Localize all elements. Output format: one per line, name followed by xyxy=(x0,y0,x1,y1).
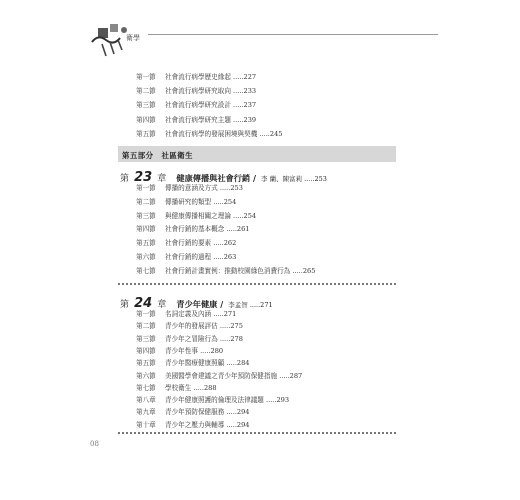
section-number: 第六節 xyxy=(136,371,156,380)
toc-entry[interactable] xyxy=(136,310,236,319)
toc-entry[interactable] xyxy=(136,396,289,405)
section-number: 第一節 xyxy=(136,310,156,318)
toc-entry[interactable] xyxy=(136,225,250,234)
section-number: 第四節 xyxy=(136,115,156,124)
toc-entry[interactable] xyxy=(136,130,282,139)
section-number: 第一節 xyxy=(136,184,156,192)
toc-entry[interactable] xyxy=(136,198,236,207)
toc-entry[interactable] xyxy=(136,87,256,96)
section-title: 社會流行病學的發展困境與契機 .....245 xyxy=(165,129,283,138)
toc-entry[interactable] xyxy=(136,359,250,368)
section-title: 青少年之冒險行為 .....278 xyxy=(165,334,243,343)
section-title: 社會流行病學研究主題 .....239 xyxy=(165,115,257,124)
section-title: 社會行銷計畫實例：推動校園綠色消費行為 .....265 xyxy=(165,266,316,275)
dotted-divider xyxy=(118,432,396,434)
section-title: 青少年健康照護的倫理及法律議題 .....293 xyxy=(165,396,290,405)
section-title: 青少年預防保健服務 .....294 xyxy=(165,408,250,417)
section-title: 社會行銷的要素 .....262 xyxy=(165,239,237,248)
chapter-suffix: 章 xyxy=(157,300,167,310)
section-number: 第六節 xyxy=(136,253,156,261)
section-title: 青少年性事 .....280 xyxy=(165,346,224,355)
section-number: 第二節 xyxy=(136,87,156,96)
toc-entry[interactable] xyxy=(136,253,236,262)
section-title: 學校衛生 .....288 xyxy=(165,383,217,392)
section-number: 第七節 xyxy=(136,383,156,392)
section-title: 青少年之壓力與輔導 .....294 xyxy=(165,420,250,429)
toc-entry[interactable] xyxy=(136,184,243,193)
section-number: 第一節 xyxy=(136,73,156,81)
section-number: 第五節 xyxy=(136,239,156,248)
toc-entry[interactable] xyxy=(136,322,243,331)
section-number: 第三節 xyxy=(136,334,156,343)
toc-entry[interactable] xyxy=(136,239,236,248)
section-title: 美國醫學會建議之青少年預防保健指施 .....287 xyxy=(165,371,303,380)
section-number: 第二節 xyxy=(136,322,156,331)
chapter-prefix: 第 xyxy=(120,174,130,184)
section-number: 第十章 xyxy=(136,420,156,429)
dotted-divider xyxy=(118,283,396,285)
toc-entry[interactable] xyxy=(136,347,223,356)
chapter-23-heading[interactable] xyxy=(120,166,327,185)
section-number: 第八章 xyxy=(136,396,156,405)
chapter-number: 23 xyxy=(134,170,153,185)
section-title: 社會流行病學研究設計 .....237 xyxy=(165,101,257,110)
brush-calligraphy-logo-icon xyxy=(84,20,140,60)
section-number: 第七節 xyxy=(136,266,156,275)
page-number: 08 xyxy=(90,440,99,448)
chapter-author: 李 蘭、陳富莉 .....253 xyxy=(261,175,327,183)
toc-entry[interactable] xyxy=(136,267,315,276)
toc-entry[interactable] xyxy=(136,408,250,417)
section-title: 與健康傳播相關之理論 .....254 xyxy=(165,211,257,220)
toc-entry[interactable] xyxy=(136,335,243,344)
toc-entry[interactable] xyxy=(136,116,256,125)
section-number: 第五節 xyxy=(136,359,156,368)
section-number: 第三節 xyxy=(136,101,156,110)
chapter-24-heading[interactable] xyxy=(120,292,273,311)
section-title: 社會行銷的過程 .....263 xyxy=(165,253,237,261)
toc-entry[interactable] xyxy=(136,73,256,82)
section-title: 社會流行病學歷史緣起 .....227 xyxy=(165,73,257,81)
section-number: 第三節 xyxy=(136,211,156,220)
section-title: 傳播的意涵及方式 .....253 xyxy=(165,184,243,192)
section-title: 名詞定義及內涵 .....271 xyxy=(165,310,237,318)
section-title: 傳播研究的類型 .....254 xyxy=(165,197,237,206)
section-number: 第九章 xyxy=(136,408,156,417)
part-heading-label: 第五部分 社區衛生 xyxy=(122,151,194,160)
toc-entry[interactable] xyxy=(136,372,302,381)
chapter-prefix: 第 xyxy=(120,300,130,310)
toc-entry[interactable] xyxy=(136,101,256,110)
section-number: 第五節 xyxy=(136,129,156,138)
chapter-suffix: 章 xyxy=(157,174,167,184)
part-heading-bar xyxy=(118,146,396,162)
section-title: 社會行銷的基本概念 .....261 xyxy=(165,225,250,234)
logo-text: 衛學 xyxy=(126,34,140,42)
section-number: 第四節 xyxy=(136,346,156,355)
header-rule xyxy=(148,34,438,35)
section-title: 社會流行病學研究取向 .....233 xyxy=(165,87,257,96)
chapter-title: 青少年健康 / xyxy=(176,299,224,309)
toc-entry[interactable] xyxy=(136,212,256,221)
toc-entry[interactable] xyxy=(136,384,217,393)
chapter-number: 24 xyxy=(134,296,153,311)
toc-entry[interactable] xyxy=(136,421,250,430)
book-logo xyxy=(84,20,140,60)
section-number: 第四節 xyxy=(136,225,156,234)
section-number: 第二節 xyxy=(136,197,156,206)
section-title: 青少年的發展評估 .....275 xyxy=(165,322,243,331)
section-title: 青少年醫療健康照顧 .....284 xyxy=(165,359,250,368)
chapter-author: 李孟智 .....271 xyxy=(228,301,273,309)
chapter-title: 健康傳播與社會行銷 / xyxy=(176,173,256,183)
